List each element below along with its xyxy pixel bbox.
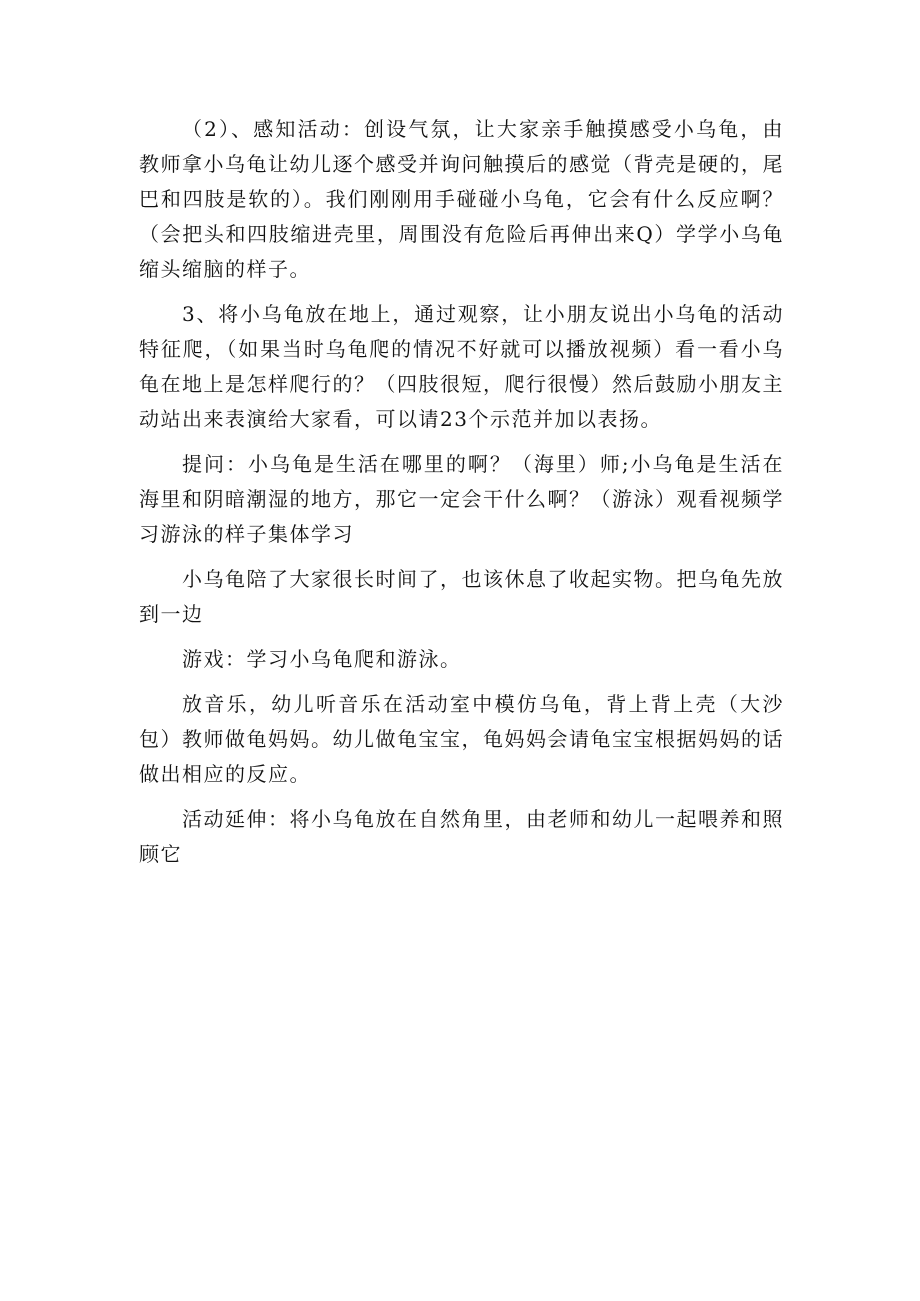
paragraph-rest: 小乌龟陪了大家很长时间了，也该休息了收起实物。把乌龟先放到一边 [139, 567, 784, 626]
document-body [139, 112, 784, 882]
paragraph-perception-activity: （2）、感知活动：创设气氛，让大家亲手触摸感受小乌龟，由教师拿小乌龟让幼儿逐个感受并询问触摸后的感觉（背壳是硬的，尾巴和四肢是软的）。我们刚刚用手碰碰小乌龟，它会有什么反应啊？（会把头和四肢缩进壳里，周围没有危险后再伸出来Q）学学小乌龟缩头缩脑的样子。 [139, 117, 784, 281]
paragraph-game: 游戏：学习小乌龟爬和游泳。 [182, 647, 462, 671]
paragraph-observation: 3、将小乌龟放在地上，通过观察，让小朋友说出小乌龟的活动特征爬，（如果当时乌龟爬的情况不好就可以播放视频）看一看小乌龟在地上是怎样爬行的？（四肢很短，爬行很慢）然后鼓励小朋友主动站出来表演给大家看，可以请23个示范并加以表扬。 [139, 302, 784, 431]
paragraph-extension: 活动延伸：将小乌龟放在自然角里，由老师和幼儿一起喂养和照顾它 [139, 807, 784, 866]
paragraph-question: 提问：小乌龟是生活在哪里的啊？（海里）师;小乌龟是生活在海里和阴暗潮湿的地方，那它一定会干什么啊？（游泳）观看视频学习游泳的样子集体学习 [139, 452, 784, 546]
paragraph-music: 放音乐，幼儿听音乐在活动室中模仿乌龟，背上背上壳（大沙包）教师做龟妈妈。幼儿做龟宝宝，龟妈妈会请龟宝宝根据妈妈的话做出相应的反应。 [139, 692, 784, 786]
